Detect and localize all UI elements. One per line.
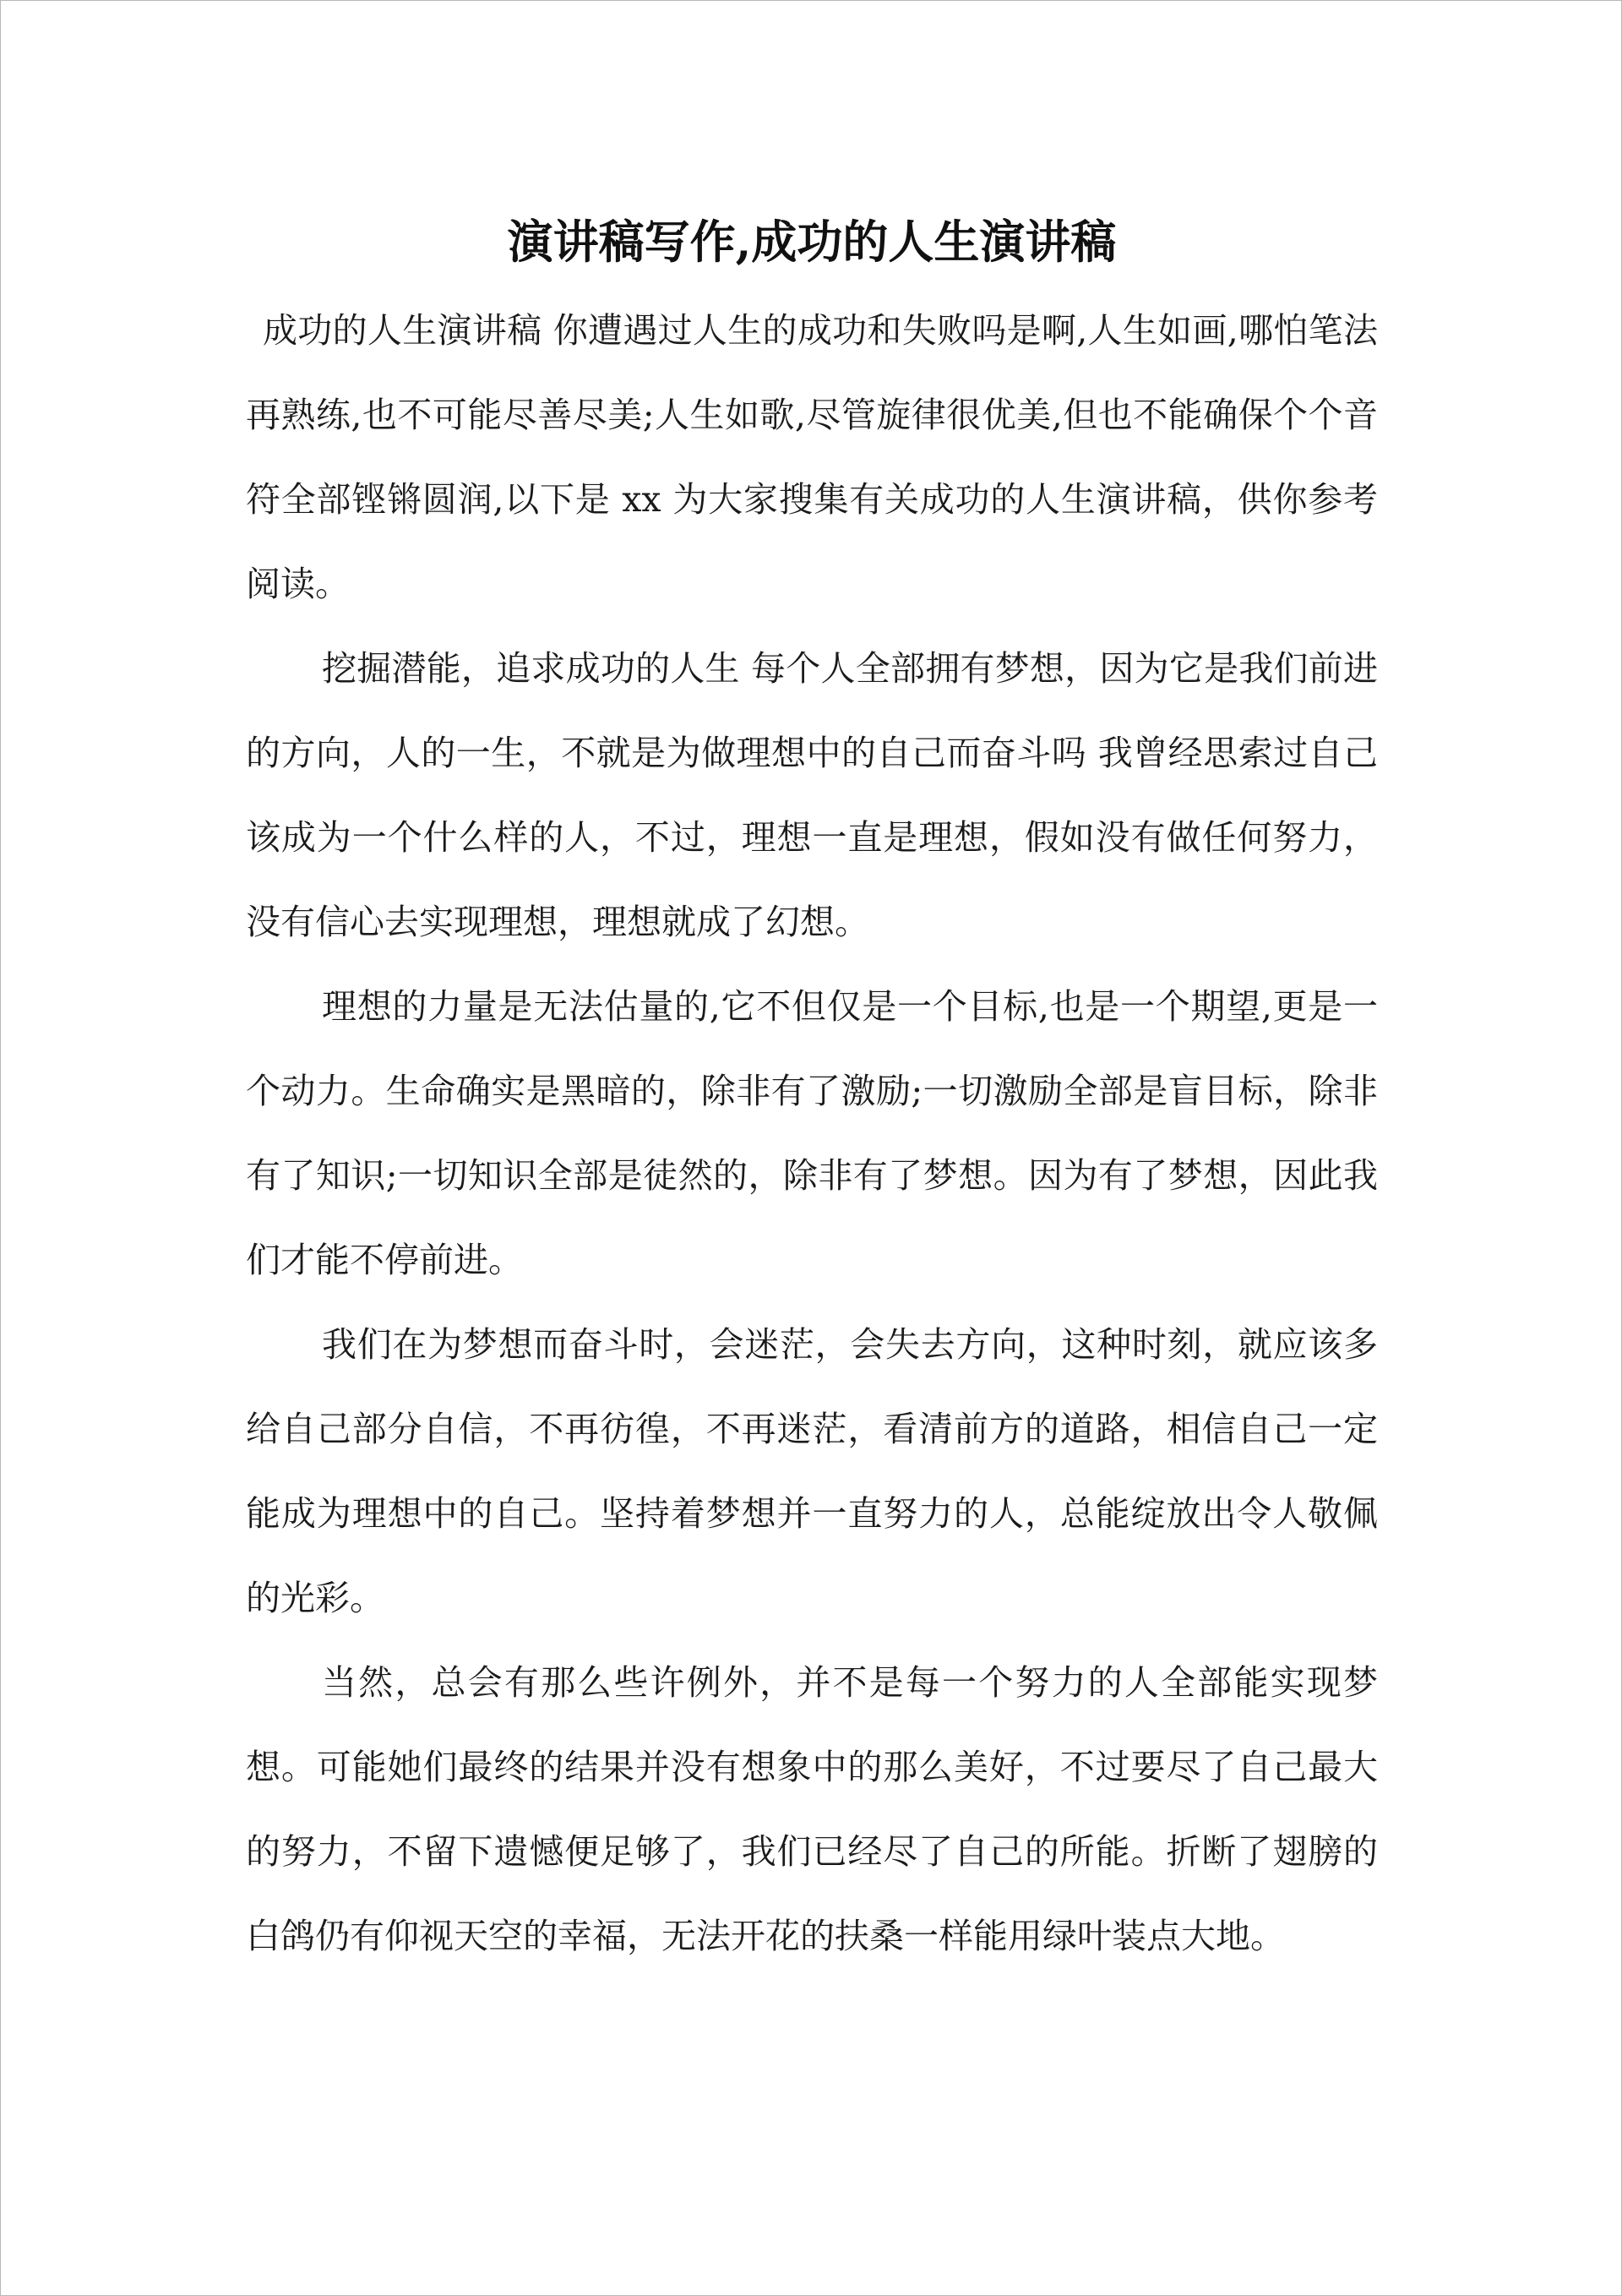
paragraph-dream: 挖掘潜能，追求成功的人生 每个人全部拥有梦想，因为它是我们前进的方向，人的一生，不就是为做理想中的自己而奋斗吗 我曾经思索过自己该成为一个什么样的人，不过，理想一直是理想，假如没有做任何努力，没有信心去实现理想，理想就成了幻想。 <box>246 648 1378 942</box>
paragraph-intro: 成功的人生演讲稿 你遭遇过人生的成功和失败吗是啊,人生如画,哪怕笔法再熟练,也不可能尽善尽美;人生如歌,尽管旋律很优美,但也不能确保个个音符全部铿锵圆润,以下是 xx 为大家搜集有关成功的人生演讲稿，供你参考阅读。 <box>246 310 1378 604</box>
document-body <box>246 288 1378 1978</box>
paragraph-confusion: 我们在为梦想而奋斗时，会迷茫，会失去方向，这种时刻，就应该多给自己部分自信，不再彷徨，不再迷茫，看清前方的道路，相信自己一定能成为理想中的自己。坚持着梦想并一直努力的人，总能绽放出令人敬佩的光彩。 <box>246 1324 1378 1618</box>
paragraph-power-of-ideal: 理想的力量是无法估量的,它不但仅是一个目标,也是一个期望,更是一个动力。生命确实是黑暗的，除非有了激励;一切激励全部是盲目标，除非有了知识;一切知识全部是徒然的，除非有了梦想。因为有了梦想，因此我们才能不停前进。 <box>246 986 1378 1280</box>
paragraph-exceptions: 当然，总会有那么些许例外，并不是每一个努力的人全部能实现梦想。可能她们最终的结果并没有想象中的那么美好，不过要尽了自己最大的努力，不留下遗憾便足够了，我们已经尽了自己的所能。折断了翅膀的白鸽仍有仰视天空的幸福，无法开花的扶桑一样能用绿叶装点大地。 <box>246 1662 1378 1956</box>
document-title: 演讲稿写作,成功的人生演讲稿 <box>507 215 1117 269</box>
